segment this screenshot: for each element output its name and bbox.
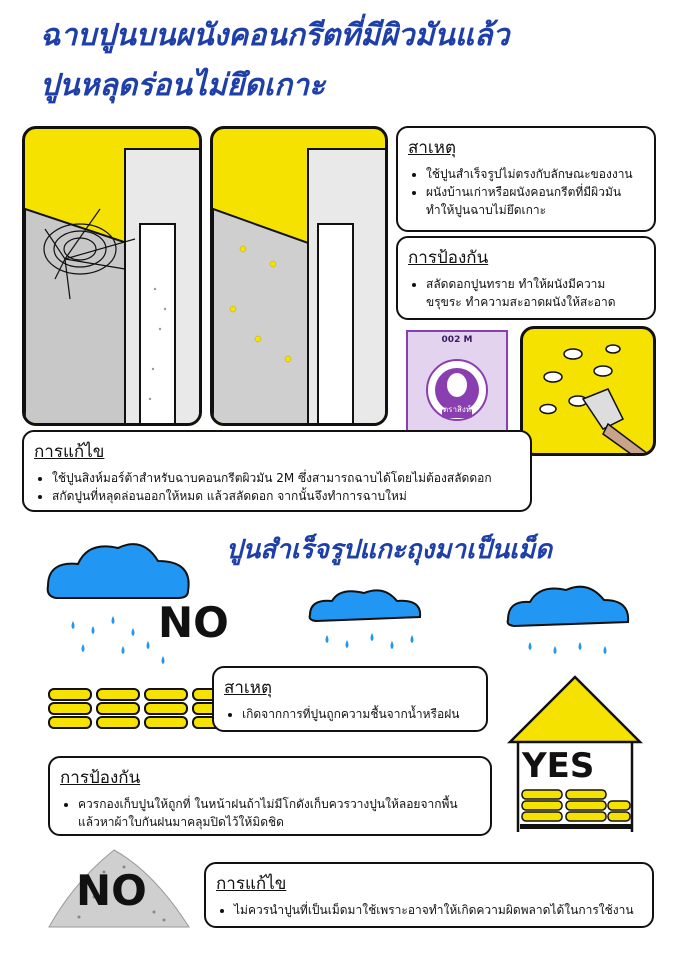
section-title: ปูนสำเร็จรูปแกะถุงมาเป็นเม็ด <box>226 535 553 565</box>
rain-cloud-right <box>500 580 640 660</box>
prevention-box <box>396 236 656 320</box>
product-brand: ตราสิงห์ <box>442 405 472 414</box>
illustration-scraping <box>520 326 656 456</box>
page-subtitle: ปูนหลุดร่อนไม่ยึดเกาะ <box>40 68 326 103</box>
page-title: ฉาบปูนบนผนังคอนกรีตที่มีผิวมันแล้ว <box>40 18 510 53</box>
rain-cloud-small <box>302 585 442 665</box>
solution-item: • สกัดปูนที่หลุดล่อนออกให้หมด แล้วสลัดดอก จากนั้นจึงทำการฉาบใหม่ <box>52 487 520 505</box>
cause-item: • ใช้ปูนสำเร็จรูปไม่ตรงกับลักษณะของงาน <box>426 165 644 183</box>
solution-item-2: • ไม่ควรนำปูนที่เป็นเม็ดมาใช้เพราะอาจทำให้เกิดความผิดพลาดได้ในการใช้งาน <box>234 901 642 919</box>
cause-item-2: • เกิดจากการที่ปูนถูกความชื้นจากน้ำหรือฝน <box>242 705 476 723</box>
yes-sign: YES <box>522 746 595 786</box>
solution-item: • ใช้ปูนสิงห์มอร์ต้าสำหรับฉาบคอนกรีตผิวมัน 2M ซึ่งสามารถฉาบได้โดยไม่ต้องสลัดดอก <box>52 469 520 487</box>
cement-pile-illustration <box>44 842 194 932</box>
no-sign: NO <box>158 598 229 647</box>
illustration-smooth-wall <box>210 126 388 426</box>
storage-shed-illustration <box>500 672 650 842</box>
prevention-box-2 <box>48 756 492 836</box>
solution-heading: การแก้ไข <box>34 442 105 462</box>
cause-item: • ผนังบ้านเก่าหรือผนังคอนกรีตที่มีผิวมัน ทำให้ปูนฉาบไม่ยึดเกาะ <box>426 183 644 219</box>
cause-box-2 <box>212 666 488 732</box>
prevention-item-2: • ควรกองเก็บปูนให้ถูกที่ ในหน้าฝนถ้าไม่มีโกดังเก็บควรวางปูนให้ลอยจากพื้น แล้วหาผ้าใบกันฝนมาคลุมปิดไว้ให้มิดชิด <box>78 795 480 831</box>
solution-box-2 <box>204 862 654 928</box>
no-sign-2: NO <box>76 866 147 915</box>
solution-heading-2: การแก้ไข <box>216 874 287 894</box>
cause-heading: สาเหตุ <box>408 138 456 158</box>
prevention-heading: การป้องกัน <box>408 248 489 268</box>
product-code: 002 M <box>441 335 473 345</box>
cause-heading-2: สาเหตุ <box>224 678 272 698</box>
prevention-item: • สลัดดอกปูนทราย ทำให้ผนังมีความ ขรุขระ ทำความสะอาดผนังให้สะอาด <box>426 275 644 311</box>
solution-box <box>22 430 532 512</box>
illustration-cracked-wall <box>22 126 202 426</box>
prevention-heading-2: การป้องกัน <box>60 768 141 788</box>
cause-box <box>396 126 656 232</box>
cement-sack-stacks <box>48 688 236 730</box>
